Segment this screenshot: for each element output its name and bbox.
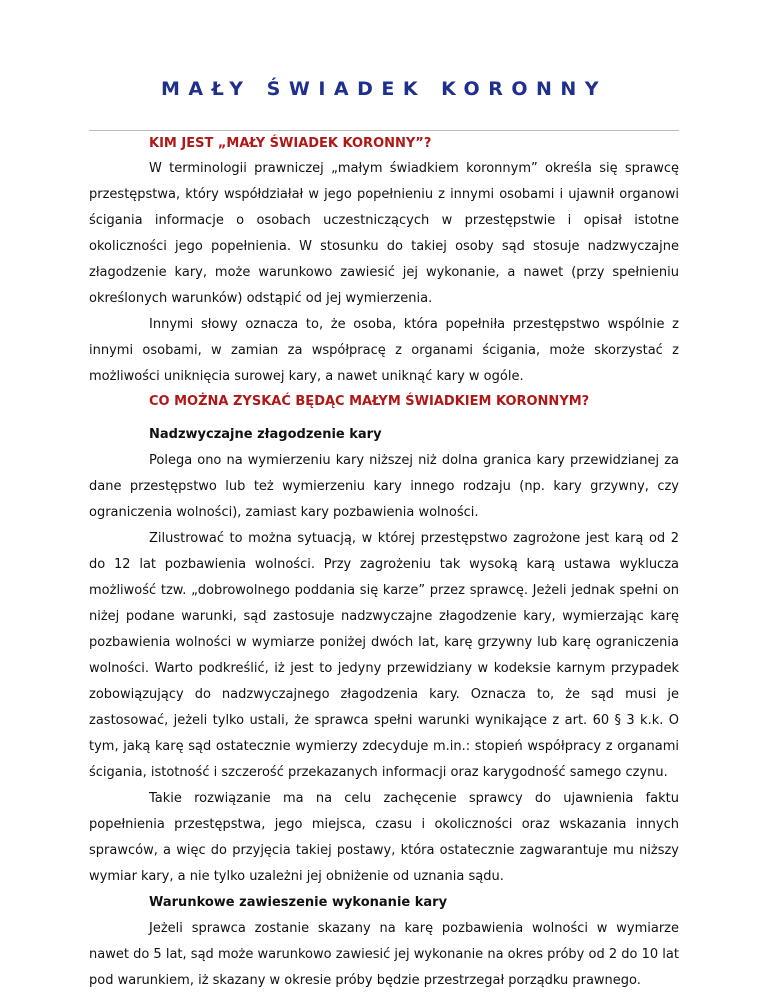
paragraph-mitigation-example: Zilustrować to można sytuacją, w której przestępstwo zagrożone jest karą od 2 do 12 lat pozbawienia wolności. Przy zagrożeniu tak wysoką karą ustawa wyklucza możliwość tzw. „dobrowolnego poddania się karze” przez sprawcę. Jeżeli jednak spełni on niżej podane warunki, sąd zastosuje nadzwyczajne złagodzenie kary, wymierzając karę pozbawienia wolności w wymiarze poniżej dwóch lat, karę grzywny lub karę ograniczenia wolności. Warto podkreślić, iż jest to jedyny przewidziany w kodeksie karnym przypadek zobowiązujący do nadzwyczajnego złagodzenia kary. Oznacza to, że sąd musi je zastosować, jeżeli tylko ustali, że sprawca spełni warunki wynikające z art. 60 § 3 k.k. O tym, jaką karę sąd ostatecznie wymierzy zdecyduje m.in.: stopień współpracy z organami ścigania, istotność i szczerość przekazanych informacji oraz karygodność samego czynu. xyxy=(89,531,679,780)
document-title: MAŁY ŚWIADEK KORONNY xyxy=(160,78,608,100)
paragraph-mitigation-definition: Polega ono na wymierzeniu kary niższej niż dolna granica kary przewidzianej za dane przestępstwo lub też wymierzeniu kary innego rodzaju (np. kary grzywny, czy ograniczenia wolności), zamiast kary pozbawienia wolności. xyxy=(89,453,679,520)
subheading-suspension: Warunkowe zawieszenie wykonanie kary xyxy=(149,895,448,910)
paragraph-mitigation-purpose: Takie rozwiązanie ma na celu zachęcenie sprawcy do ujawnienia faktu popełnienia przestępstwa, jego miejsca, czasu i okoliczności oraz wskazania innych sprawców, a więc do przyjęcia takiej postawy, która ostatecznie zagwarantuje mu niższy wymiar kary, a nie tylko uzależni jej obniżenie od uznania sądu. xyxy=(89,791,679,884)
section-heading-who: KIM JEST „MAŁY ŚWIADEK KORONNY”? xyxy=(149,136,432,151)
subheading-extraordinary-mitigation: Nadzwyczajne złagodzenie kary xyxy=(149,427,382,442)
paragraph-suspension: Jeżeli sprawca zostanie skazany na karę pozbawienia wolności w wymiarze nawet do 5 lat, sąd może warunkowo zawiesić jej wykonanie na okres próby od 2 do 10 lat pod warunkiem, iż skazany w okresie próby będzie przestrzegał porządku prawnego. xyxy=(89,921,679,988)
paragraph-in-other-words: Innymi słowy oznacza to, że osoba, która popełniła przestępstwo wspólnie z innymi osobami, w zamian za współpracę z organami ścigania, może skorzystać z możliwości uniknięcia surowej kary, a nawet uniknąć kary w ogóle. xyxy=(89,317,679,384)
paragraph-definition: W terminologii prawniczej „małym świadkiem koronnym” określa się sprawcę przestępstwa, który współdziałał w jego popełnieniu z innymi osobami i ujawnił organowi ścigania informacje o osobach uczestniczących w przestępstwie i opisał istotne okoliczności jego popełnienia. W stosunku do takiej osoby sąd stosuje nadzwyczajne złagodzenie kary, może warunkowo zawiesić jej wykonanie, a nawet (przy spełnieniu określonych warunków) odstąpić od jej wymierzenia. xyxy=(89,161,679,306)
document-body xyxy=(89,130,679,994)
section-heading-benefits: CO MOŻNA ZYSKAĆ BĘDĄC MAŁYM ŚWIADKIEM KORONNYM? xyxy=(149,394,590,409)
